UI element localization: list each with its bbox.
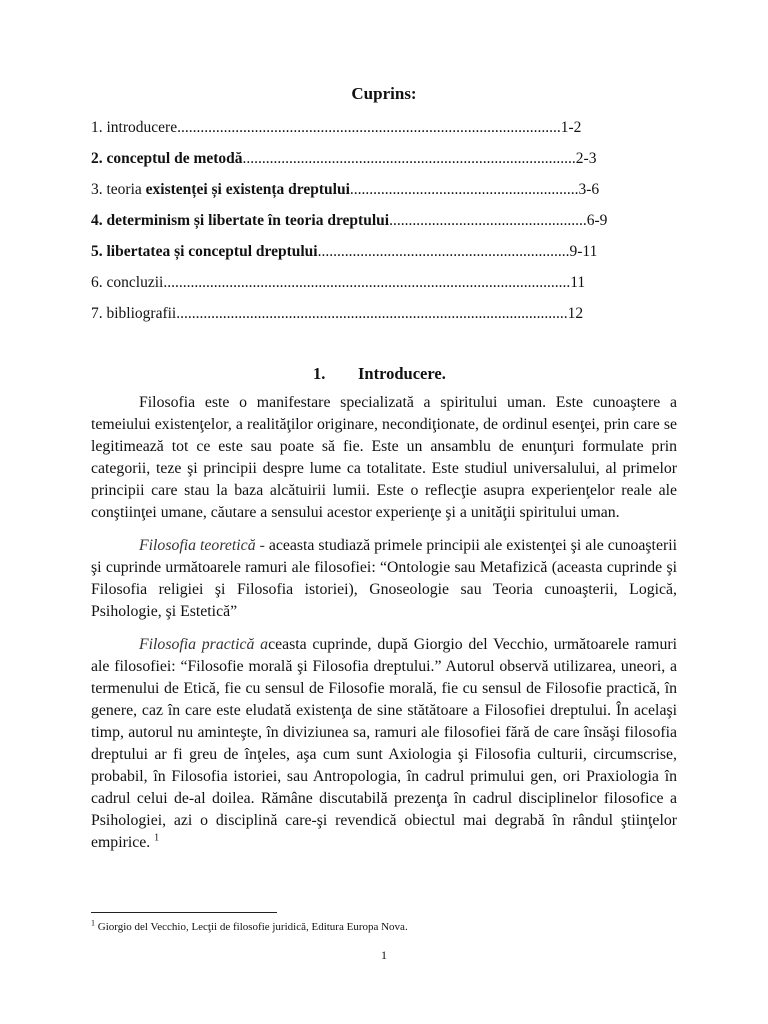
toc-item-label: 1. introducere: [91, 119, 178, 136]
toc-dots: ...................................................: [389, 212, 587, 229]
toc-dots: ...................................................................................................: [177, 119, 561, 136]
paragraph-text: aceasta studiază primele principii ale existenţei şi ale cunoaşterii şi cuprinde următoarele ramuri ale filosofiei: “Ontologie sau Metafizică (aceasta cuprinde şi Filosofia religiei şi Filosofia istoriei), Gnoseologie sau Teoria cunoaşterii, Logică, Psihologie, şi Estetică”: [91, 537, 678, 620]
toc-dots: ...........................................................: [349, 181, 579, 198]
toc-item-label: 4. determinism și libertate în teoria dreptului: [91, 212, 390, 229]
toc-item-pages: 12: [567, 305, 584, 322]
section-number: 1.: [313, 364, 326, 383]
toc-item: [91, 304, 691, 335]
page-number: 1: [381, 948, 387, 962]
toc-dots: .................................................................: [317, 243, 570, 260]
toc-dots: ......................................................................................: [242, 150, 576, 167]
footnote-separator: [91, 912, 277, 913]
toc-item: [91, 118, 691, 149]
italic-term: Filosofia practică a: [139, 636, 269, 653]
paragraph-text: Filosofia este o manifestare specializată a spiritului uman. Este cunoaştere a temeiului existenţelor, a realităţilor originare, necondiţionate, de ordinul esenţei, prin care se legitimează tot ce este sau poate să fie. Este un ansamblu de enunţuri formulate prin categorii, teze şi principii despre lume ca totalitate. Este studiul universalului, al primelor principii care stau la baza alcătuirii lumii. Este o reflecţie asupra experienţelor reale ale conştiinţei umane, căutare a sensului acestor experienţe şi a unităţii spiritului uman.: [91, 394, 677, 521]
toc-item-pages: 1-2: [560, 119, 582, 136]
section-title: Introducere.: [358, 364, 446, 383]
footnote-reference[interactable]: 1: [154, 832, 160, 844]
toc-item-pages: 11: [570, 274, 586, 291]
toc-item: [91, 242, 691, 273]
paragraph: [91, 634, 677, 854]
body-text: [91, 392, 677, 865]
toc-item-label: 2. conceptul de metodă: [91, 150, 243, 167]
toc-item: [91, 273, 691, 304]
paragraph: [91, 392, 677, 524]
paragraph-text: ceasta cuprinde, după Giorgio del Vecchio, următoarele ramuri ale filosofiei: “Filosofie morală şi Filosofia dreptului.” Autorul observă utilizarea, uneori, a termenului de Etică, fie cu sensul de Filosofie morală, fie cu sensul de Filosofie practică, în genere, caz în care este eludată existenţa de sine stătătoare a Filosofiei dreptului. În acelaşi timp, autorul nu aminteşte, în diviziunea sa, ramuri ale filosofiei fără de care însăşi filosofia dreptului ar fi greu de înţeles, aşa cum sunt Axiologia şi Filosofia culturii, circumscrise, probabil, în Filosofia istoriei, sau Antropologia, în cadrul primului gen, ori Praxiologia în cadrul celui de-al doilea. Rămâne discutabilă prezenţa în cadrul disciplinelor filosofice a Psihologiei, azi o disciplină care-şi revendică obiectul mai degrabă în rândul ştiinţelor empirice.: [91, 636, 677, 851]
toc-item-pages: 3-6: [578, 181, 600, 198]
toc-item-pages: 6-9: [586, 212, 608, 229]
toc-item-label: 3. teoria: [91, 181, 146, 198]
toc-item: [91, 211, 691, 242]
toc-item-pages: 9-11: [569, 243, 598, 260]
toc-item-label: 5. libertatea și conceptul dreptului: [91, 243, 318, 260]
footnote-text: Giorgio del Vecchio, Lecţii de filosofie juridică, Editura Europa Nova.: [95, 921, 408, 933]
toc-item-label: 6. concluzii: [91, 274, 164, 291]
italic-term: Filosofia teoretică -: [139, 537, 269, 554]
toc-item: [91, 149, 691, 180]
toc-dots: .........................................................................................................: [163, 274, 571, 291]
paragraph: [91, 535, 677, 623]
toc-item-label: 7. bibliografii: [91, 305, 177, 322]
toc-item-label-bold: existenței și existența dreptului: [145, 181, 350, 198]
footnote-marker: 1: [91, 918, 95, 928]
table-of-contents: [91, 118, 691, 335]
toc-dots: .....................................................................................................: [176, 305, 568, 322]
footnote: [91, 920, 691, 934]
toc-title: Cuprins:: [351, 84, 417, 103]
toc-item: [91, 180, 691, 211]
toc-item-pages: 2-3: [575, 150, 597, 167]
